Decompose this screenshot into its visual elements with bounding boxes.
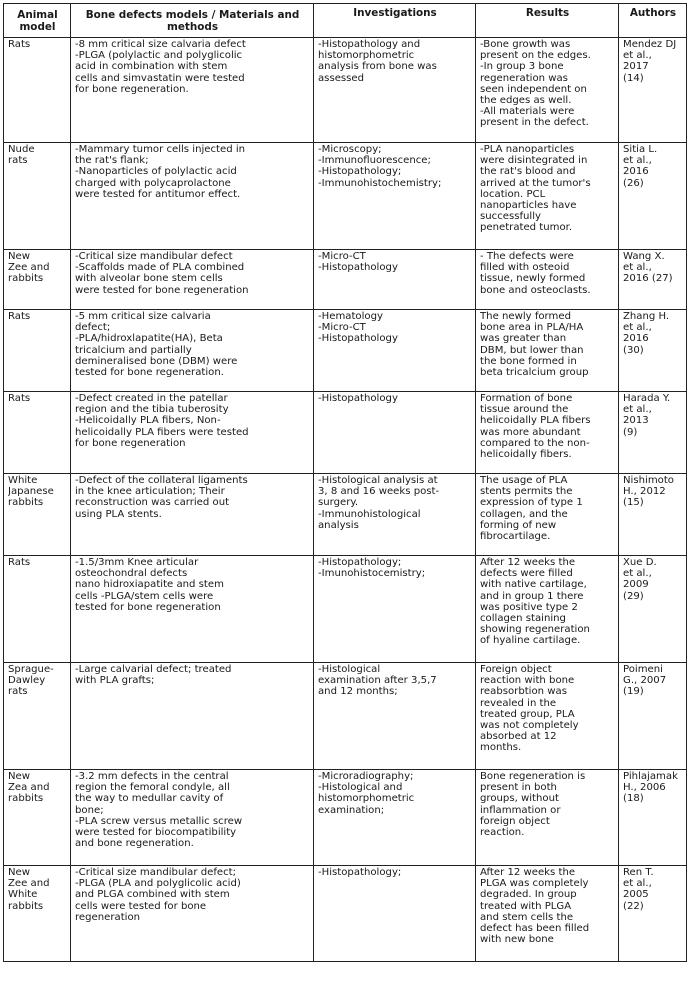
animal-model-cell (4, 310, 71, 392)
results-cell (476, 38, 619, 143)
materials-methods-cell (71, 770, 314, 866)
cell-text-line: present in the defect. (480, 117, 589, 129)
cell-text-line: -PLGA (polylactic and polyglicolic (75, 50, 243, 62)
cell-text-line: demineralised bone (DBM) were (75, 355, 238, 367)
cell-text-line: (9) (623, 426, 638, 438)
cell-text-line: present in both (480, 782, 557, 794)
cell-text-line: successfully (480, 211, 542, 223)
cell-text-line: groups, without (480, 793, 559, 805)
cell-text-line: -Histopathology (318, 333, 398, 345)
cell-text-line: penetrated tumor. (480, 222, 573, 234)
cell-text-line: acid in combination with stem (75, 61, 228, 73)
cell-text-line: filled with osteoid (480, 262, 570, 274)
investigations-cell (314, 310, 476, 392)
cell-text-line: After 12 weeks the (480, 557, 576, 568)
cell-text-line: 2013 (623, 415, 649, 427)
cell-text-line: Dawley (8, 675, 46, 687)
authors-cell (619, 310, 687, 392)
cell-text-line: Nishimoto (623, 475, 674, 486)
cell-text-line: -Bone growth was (480, 39, 571, 50)
cell-text-line: -Critical size mandibular defect; (75, 867, 237, 878)
cell-text-line: Zee and (8, 262, 50, 274)
cell-text-line: rats (8, 155, 28, 167)
cell-text-line: bone area in PLA/HA (480, 322, 584, 334)
cell-text-line: region the femoral condyle, all (75, 782, 230, 794)
cell-text-line: Pihlajamak (623, 771, 678, 782)
cell-text-line: Zhang H. (623, 311, 670, 322)
cell-text-line: forming of new (480, 519, 557, 531)
cell-text-line: helicoidally fibers. (480, 449, 572, 461)
animal-model-cell (4, 392, 71, 474)
investigations-cell (314, 474, 476, 556)
cell-text-line: -Scaffolds made of PLA combined (75, 262, 245, 274)
cell-text-line: helicoidally PLA fibers (480, 415, 591, 427)
animal-model-cell (4, 474, 71, 556)
results-cell (476, 770, 619, 866)
animal-model-cell (4, 770, 71, 866)
cell-text-line: the rat's flank; (75, 155, 149, 167)
materials-methods-cell (71, 474, 314, 556)
cell-text-line: rabbits (8, 900, 44, 912)
cell-text-line: with new bone (480, 934, 554, 946)
table-row (4, 310, 687, 392)
cell-text-line: expression of type 1 (480, 497, 583, 509)
cell-text-line: reaction with bone (480, 675, 575, 687)
investigations-cell (314, 250, 476, 310)
cell-text-line: regeneration (75, 911, 141, 923)
results-cell (476, 143, 619, 250)
materials-methods-cell (71, 143, 314, 250)
header-results (476, 4, 619, 38)
cell-text-line: -PLA screw versus metallic screw (75, 815, 243, 827)
cell-text-line: Rats (8, 557, 31, 568)
table-body (4, 38, 687, 962)
authors-cell (619, 866, 687, 962)
cell-text-line: -Hematology (318, 311, 383, 322)
cell-text-line: -Histopathology (318, 262, 398, 274)
cell-text-line: was not completely (480, 720, 579, 732)
cell-text-line: New (8, 251, 31, 262)
cell-text-line: 2005 (623, 889, 649, 901)
cell-text-line: Ren T. (623, 867, 654, 878)
cell-text-line: defect; (75, 322, 111, 334)
cell-text-line: surgery. (318, 497, 359, 509)
header-bone-defects-models (71, 4, 314, 38)
cell-text-line: -PLA nanoparticles (480, 144, 575, 155)
cell-text-line: Sprague- (8, 664, 54, 675)
cell-text-line: analysis (318, 519, 359, 531)
cell-text-line: 3, 8 and 16 weeks post- (318, 486, 440, 498)
cell-text-line: -Histopathology; (318, 166, 402, 178)
cell-text-line: Rats (8, 39, 31, 50)
cell-text-line: with alveolar bone stem cells (75, 273, 223, 285)
header-line: Bone defects models / (85, 8, 216, 21)
cell-text-line: -Large calvarial defect; treated (75, 664, 232, 675)
cell-text-line: -Defect created in the patellar (75, 393, 228, 404)
cell-text-line: -PLA/hidroxlapatite(HA), Beta (75, 333, 223, 345)
cell-text-line: examination after 3,5,7 (318, 675, 437, 687)
cell-text-line: histomorphometric (318, 793, 415, 805)
animal-model-cell (4, 38, 71, 143)
cell-text-line: and in group 1 there (480, 590, 584, 602)
bone-defects-table (3, 3, 687, 962)
cell-text-line: (29) (623, 590, 644, 602)
cell-text-line: osteochondral defects (75, 568, 188, 580)
cell-text-line: was greater than (480, 333, 567, 345)
investigations-cell (314, 556, 476, 663)
cell-text-line: -Micro-CT (318, 322, 366, 334)
cell-text-line: H., 2006 (623, 782, 666, 794)
authors-cell (619, 474, 687, 556)
cell-text-line: 2016 (27) (623, 273, 673, 285)
cell-text-line: regeneration was (480, 72, 568, 84)
cell-text-line: -Histological analysis at (318, 475, 438, 486)
cell-text-line: cells -PLGA/stem cells were (75, 590, 214, 602)
authors-cell (619, 143, 687, 250)
cell-text-line: cells were tested for bone (75, 900, 207, 912)
authors-cell (619, 250, 687, 310)
cell-text-line: were disintegrated in (480, 155, 588, 167)
cell-text-line: nano hidroxiapatite and stem (75, 579, 224, 591)
cell-text-line: Formation of bone (480, 393, 573, 404)
cell-text-line: using PLA stents. (75, 508, 162, 520)
results-cell (476, 392, 619, 474)
cell-text-line: inflammation or (480, 804, 561, 816)
cell-text-line: the way to medullar cavity of (75, 793, 224, 805)
cell-text-line: Xue D. (623, 557, 657, 568)
materials-methods-cell (71, 556, 314, 663)
cell-text-line: -8 mm critical size calvaria defect (75, 39, 246, 50)
cell-text-line: (14) (623, 72, 644, 84)
cell-text-line: treated group, PLA (480, 708, 575, 720)
cell-text-line: for bone regeneration (75, 437, 186, 449)
authors-cell (619, 663, 687, 770)
cell-text-line: Poimeni (623, 664, 663, 675)
cell-text-line: seen independent on (480, 83, 587, 95)
table-row (4, 392, 687, 474)
cell-text-line: 2016 (623, 333, 649, 345)
cell-text-line: G., 2007 (623, 675, 667, 687)
cell-text-line: DBM, but lower than (480, 344, 584, 356)
animal-model-cell (4, 556, 71, 663)
cell-text-line: and PLGA combined with stem (75, 889, 230, 901)
cell-text-line: with native cartilage, (480, 579, 587, 591)
cell-text-line: arrived at the tumor's (480, 177, 591, 189)
cell-text-line: (18) (623, 793, 644, 805)
cell-text-line: -Histopathology; (318, 557, 402, 568)
cell-text-line: and stem cells the (480, 911, 574, 923)
cell-text-line: assessed (318, 72, 365, 84)
cell-text-line: Foreign object (480, 664, 552, 675)
cell-text-line: -Histopathology and (318, 39, 421, 50)
cell-text-line: White (8, 889, 38, 901)
cell-text-line: reaction. (480, 827, 525, 839)
cell-text-line: defect has been filled (480, 923, 590, 935)
cell-text-line: The newly formed (480, 311, 571, 322)
cell-text-line: -Mammary tumor cells injected in (75, 144, 246, 155)
animal-model-cell (4, 250, 71, 310)
results-cell (476, 250, 619, 310)
cell-text-line: New (8, 867, 31, 878)
authors-cell (619, 392, 687, 474)
cell-text-line: the bone formed in (480, 355, 577, 367)
cell-text-line: -Immunohistochemistry; (318, 177, 442, 189)
investigations-cell (314, 38, 476, 143)
cell-text-line: -5 mm critical size calvaria (75, 311, 211, 322)
authors-cell (619, 38, 687, 143)
cell-text-line: examination; (318, 804, 385, 816)
cell-text-line: et al., (623, 878, 652, 890)
cell-text-line: PLGA was completely (480, 878, 589, 890)
header-line: model (19, 20, 56, 33)
cell-text-line: -Histological and (318, 782, 403, 794)
cell-text-line: et al., (623, 404, 652, 416)
cell-text-line: -Histopathology; (318, 867, 402, 878)
authors-cell (619, 770, 687, 866)
cell-text-line: -Defect of the collateral ligaments (75, 475, 248, 486)
cell-text-line: -In group 3 bone (480, 61, 564, 73)
cell-text-line: The usage of PLA (480, 475, 568, 486)
cell-text-line: Rats (8, 311, 31, 322)
cell-text-line: Nude (8, 144, 35, 155)
materials-methods-cell (71, 392, 314, 474)
cell-text-line: -PLGA (PLA and polyglicolic acid) (75, 878, 241, 890)
cell-text-line: tissue, newly formed (480, 273, 586, 285)
cell-text-line: location. PCL (480, 188, 546, 200)
cell-text-line: treated with PLGA (480, 900, 572, 912)
cell-text-line: et al., (623, 262, 652, 274)
table-row (4, 38, 687, 143)
cell-text-line: Rats (8, 393, 31, 404)
cell-text-line: -Immunohistological (318, 508, 421, 520)
cell-text-line: were tested for biocompatibility (75, 827, 237, 839)
cell-text-line: Zee and (8, 878, 50, 890)
header-line: Animal (17, 8, 58, 21)
investigations-cell (314, 770, 476, 866)
animal-model-cell (4, 663, 71, 770)
header-line: Results (525, 7, 570, 19)
results-cell (476, 866, 619, 962)
cell-text-line: tricalcium and partially (75, 344, 192, 356)
cell-text-line: defects were filled (480, 568, 573, 580)
header-line: Authors (629, 7, 677, 19)
cell-text-line: months. (480, 742, 522, 754)
cell-text-line: the edges as well. (480, 95, 572, 107)
cell-text-line: was positive type 2 (480, 601, 578, 613)
cell-text-line: (22) (623, 900, 644, 912)
cell-text-line: for bone regeneration. (75, 83, 189, 95)
investigations-cell (314, 866, 476, 962)
cell-text-line: degraded. In group (480, 889, 577, 901)
cell-text-line: analysis from bone was (318, 61, 437, 73)
cell-text-line: showing regeneration (480, 624, 590, 636)
cell-text-line: tested for bone regeneration (75, 601, 221, 613)
cell-text-line: et al., (623, 155, 652, 167)
cell-text-line: revealed in the (480, 697, 557, 709)
cell-text-line: Japanese (8, 486, 54, 498)
investigations-cell (314, 392, 476, 474)
cell-text-line: bone; (75, 804, 104, 816)
cell-text-line: -Microscopy; (318, 144, 382, 155)
cell-text-line: Sitia L. (623, 144, 658, 155)
cell-text-line: stents permits the (480, 486, 573, 498)
cell-text-line: tissue around the (480, 404, 569, 416)
cell-text-line: -Imunohistocemistry; (318, 568, 426, 580)
cell-text-line: collagen, and the (480, 508, 568, 520)
cell-text-line: fibrocartilage. (480, 531, 551, 543)
materials-methods-cell (71, 866, 314, 962)
cell-text-line: helicoidally PLA fibers were tested (75, 426, 249, 438)
cell-text-line: foreign object (480, 815, 550, 827)
header-authors (619, 4, 687, 38)
cell-text-line: (15) (623, 497, 644, 509)
cell-text-line: reconstruction was carried out (75, 497, 230, 509)
cell-text-line: - The defects were (480, 251, 574, 262)
cell-text-line: White (8, 475, 38, 486)
table-row (4, 250, 687, 310)
cell-text-line: rats (8, 686, 28, 698)
cell-text-line: were tested for bone regeneration (75, 284, 249, 296)
cell-text-line: cells and simvastatin were tested (75, 72, 245, 84)
animal-model-cell (4, 143, 71, 250)
cell-text-line: nanoparticles have (480, 200, 577, 212)
cell-text-line: and bone regeneration. (75, 838, 194, 850)
cell-text-line: -Immunofluorescence; (318, 155, 431, 167)
cell-text-line: rabbits (8, 793, 44, 805)
cell-text-line: -Micro-CT (318, 251, 366, 262)
results-cell (476, 556, 619, 663)
cell-text-line: rabbits (8, 273, 44, 285)
cell-text-line: reabsorbtion was (480, 686, 567, 698)
results-cell (476, 663, 619, 770)
cell-text-line: -Microradiography; (318, 771, 414, 782)
cell-text-line: (26) (623, 177, 644, 189)
cell-text-line: in the knee articulation; Their (75, 486, 225, 498)
cell-text-line: New (8, 771, 31, 782)
cell-text-line: bone and osteoclasts. (480, 284, 591, 296)
cell-text-line: -1.5/3mm Knee articular (75, 557, 199, 568)
cell-text-line: histomorphometric (318, 50, 415, 62)
cell-text-line: region and the tibia tuberosity (75, 404, 229, 416)
cell-text-line: et al., (623, 322, 652, 334)
cell-text-line: Harada Y. (623, 393, 671, 404)
table-row (4, 556, 687, 663)
results-cell (476, 310, 619, 392)
cell-text-line: -Histopathology (318, 393, 398, 404)
authors-cell (619, 556, 687, 663)
table-row (4, 866, 687, 962)
header-animal-model (4, 4, 71, 38)
header-investigations (314, 4, 476, 38)
header-line: Investigations (353, 7, 437, 19)
cell-text-line: charged with polycaprolactone (75, 177, 231, 189)
cell-text-line: absorbed at 12 (480, 731, 557, 743)
cell-text-line: -Critical size mandibular defect (75, 251, 233, 262)
cell-text-line: of hyaline cartilage. (480, 635, 581, 647)
cell-text-line: was more abundant (480, 426, 581, 438)
materials-methods-cell (71, 310, 314, 392)
cell-text-line: compared to the non- (480, 437, 590, 449)
cell-text-line: H., 2012 (623, 486, 666, 498)
cell-text-line: (19) (623, 686, 644, 698)
cell-text-line: Wang X. (623, 251, 665, 262)
animal-model-cell (4, 866, 71, 962)
cell-text-line: -3.2 mm defects in the central (75, 771, 229, 782)
table-container (3, 3, 686, 962)
cell-text-line: collagen staining (480, 613, 566, 625)
cell-text-line: et al., (623, 50, 652, 62)
cell-text-line: Mendez DJ (623, 39, 677, 50)
cell-text-line: 2009 (623, 579, 649, 591)
cell-text-line: present on the edges. (480, 50, 591, 62)
cell-text-line: beta tricalcium group (480, 367, 589, 379)
materials-methods-cell (71, 663, 314, 770)
cell-text-line: -Nanoparticles of polylactic acid (75, 166, 237, 178)
cell-text-line: -Histological (318, 664, 381, 675)
results-cell (476, 474, 619, 556)
materials-methods-cell (71, 250, 314, 310)
cell-text-line: and 12 months; (318, 686, 398, 698)
cell-text-line: -All materials were (480, 106, 575, 118)
cell-text-line: -Helicoidally PLA fibers, Non- (75, 415, 221, 427)
cell-text-line: et al., (623, 568, 652, 580)
cell-text-line: 2017 (623, 61, 649, 73)
cell-text-line: Zea and (8, 782, 50, 794)
cell-text-line: 2016 (623, 166, 649, 178)
cell-text-line: were tested for antitumor effect. (75, 188, 241, 200)
header-line: Materials and methods (167, 8, 300, 33)
cell-text-line: the rat's blood and (480, 166, 576, 178)
cell-text-line: with PLA grafts; (75, 675, 155, 687)
cell-text-line: tested for bone regeneration. (75, 367, 224, 379)
investigations-cell (314, 143, 476, 250)
cell-text-line: rabbits (8, 497, 44, 509)
materials-methods-cell (71, 38, 314, 143)
table-row (4, 770, 687, 866)
cell-text-line: (30) (623, 344, 644, 356)
cell-text-line: Bone regeneration is (480, 771, 586, 782)
table-row (4, 474, 687, 556)
table-row (4, 143, 687, 250)
table-row (4, 663, 687, 770)
cell-text-line: After 12 weeks the (480, 867, 576, 878)
investigations-cell (314, 663, 476, 770)
header-row (4, 4, 687, 38)
